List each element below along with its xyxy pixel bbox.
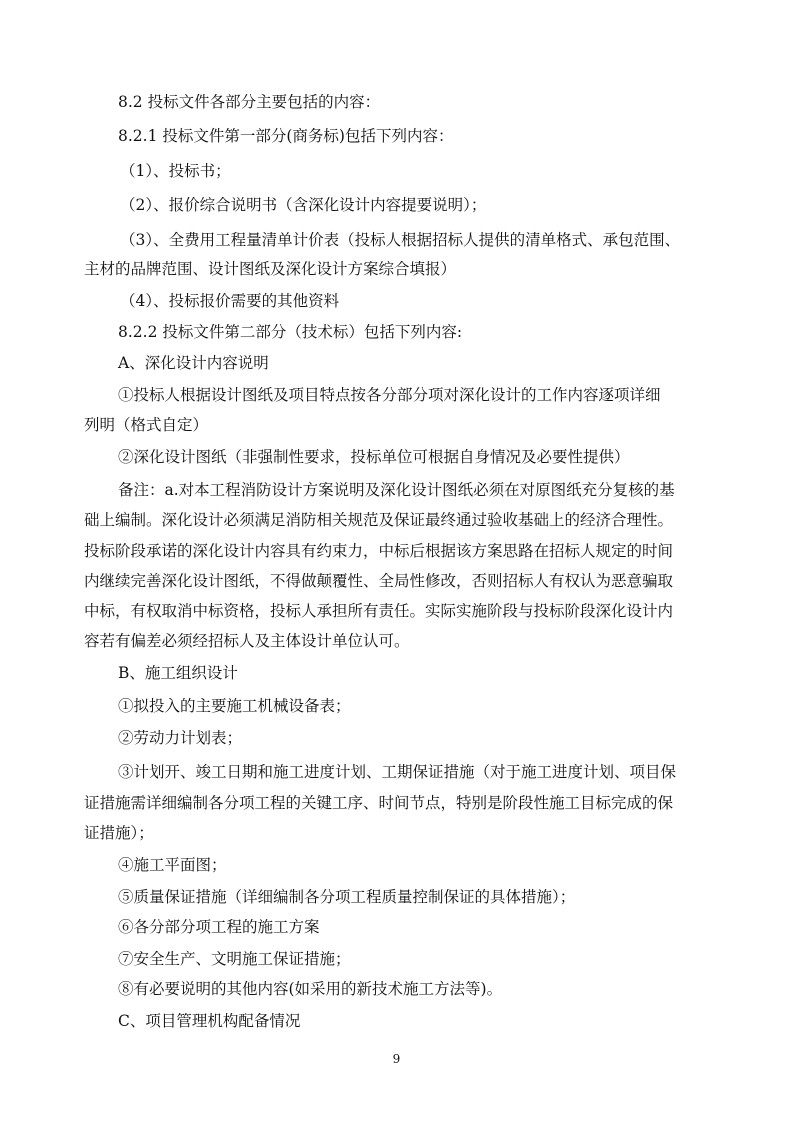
item-b3-line-2: 证措施需详细编制各分项工程的关键工序、时间节点，特别是阶段性施工目标完成的保 <box>84 794 674 812</box>
list-item-1: （1）、投标书； <box>120 162 231 180</box>
item-a1-line-2: 列明（格式自定） <box>84 416 209 434</box>
item-a1-line-1: ①投标人根据设计图纸及项目特点按各分部分项对深化设计的工作内容逐项详细 <box>118 386 661 404</box>
item-b8: ⑧有必要说明的其他内容(如采用的新技术施工方法等)。 <box>118 980 503 998</box>
item-b3-line-1: ③计划开、竣工日期和施工进度计划、工期保证措施（对于施工进度计划、项目保 <box>118 763 677 781</box>
note-line-4: 内继续完善深化设计图纸，不得做颠覆性、全局性修改，否则招标人有权认为恶意骗取 <box>84 572 674 590</box>
subsection-c-heading: C、项目管理机构配备情况 <box>118 1012 301 1030</box>
section-heading-8-2: 8.2 投标文件各部分主要包括的内容： <box>118 93 381 111</box>
section-heading-8-2-1: 8.2.1 投标文件第一部分(商务标)包括下列内容： <box>118 127 454 145</box>
item-b5: ⑤质量保证措施（详细编制各分项工程质量控制保证的具体措施）； <box>118 888 576 906</box>
note-line-5: 中标，有权取消中标资格，投标人承担所有责任。实际实施阶段与投标阶段深化设计内 <box>84 602 674 620</box>
subsection-b-heading: B、施工组织设计 <box>118 664 238 682</box>
item-b1: ①拟投入的主要施工机械设备表； <box>118 697 351 715</box>
note-line-1: 备注：a.对本工程消防设计方案说明及深化设计图纸必须在对原图纸充分复核的基 <box>118 481 675 499</box>
list-item-2: （2）、报价综合说明书（含深化设计内容提要说明）； <box>120 196 487 214</box>
item-a2: ②深化设计图纸（非强制性要求，投标单位可根据自身情况及必要性提供） <box>118 448 630 466</box>
note-line-6: 容若有偏差必须经招标人及主体设计单位认可。 <box>84 632 410 650</box>
item-b7: ⑦安全生产、文明施工保证措施； <box>118 950 351 968</box>
item-b2: ②劳动力计划表； <box>118 729 243 747</box>
item-b3-line-3: 证措施）； <box>84 824 154 842</box>
list-item-3-line-1: （3）、全费用工程量清单计价表（投标人根据招标人提供的清单格式、承包范围、 <box>120 231 681 249</box>
item-b4: ④施工平面图； <box>118 856 227 874</box>
section-heading-8-2-2: 8.2.2 投标文件第二部分（技术标）包括下列内容: <box>118 323 463 341</box>
note-line-2: 础上编制。深化设计必须满足消防相关规范及保证最终通过验收基础上的经济合理性。 <box>84 511 674 529</box>
item-b6: ⑥各分部分项工程的施工方案 <box>118 918 320 936</box>
list-item-3-line-2: 主材的品牌范围、设计图纸及深化设计方案综合填报） <box>84 260 457 278</box>
list-item-4: （4）、投标报价需要的其他资料 <box>120 292 340 310</box>
subsection-a-heading: A、深化设计内容说明 <box>118 354 269 372</box>
note-line-3: 投标阶段承诺的深化设计内容具有约束力，中标后根据该方案思路在招标人规定的时间 <box>84 542 674 560</box>
page-number: 9 <box>392 1052 401 1066</box>
